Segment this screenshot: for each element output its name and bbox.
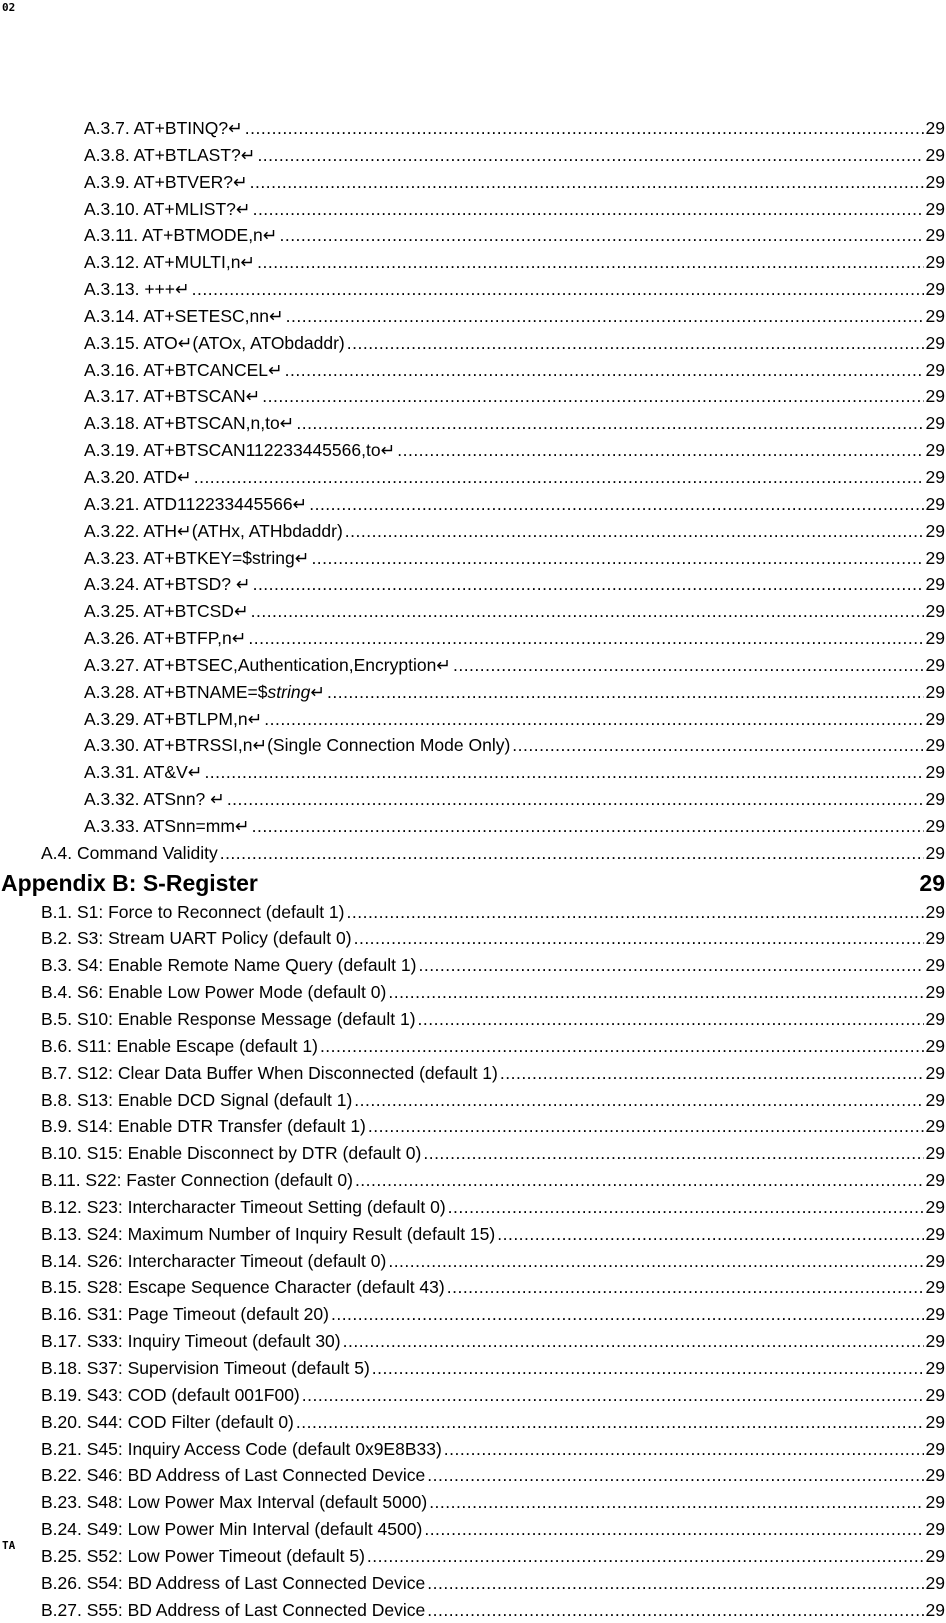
toc-entry[interactable] xyxy=(0,732,946,759)
toc-dot-leader xyxy=(418,1006,924,1033)
toc-entry[interactable] xyxy=(0,464,946,491)
toc-dot-leader xyxy=(512,732,923,759)
toc-entry-title: A.3.17. AT+BTSCAN↵ xyxy=(84,386,261,407)
toc-entry[interactable] xyxy=(0,330,946,357)
toc-dot-leader xyxy=(327,679,924,706)
toc-entry-title: B.21. S45: Inquiry Access Code (default 0x9E8B33) xyxy=(41,1438,442,1459)
toc-page-number: 29 xyxy=(925,466,945,487)
toc-page-number: 29 xyxy=(925,144,945,165)
toc-dot-leader xyxy=(227,786,924,813)
toc-entry-title: B.25. S52: Low Power Timeout (default 5) xyxy=(41,1545,365,1566)
toc-page-number: 29 xyxy=(925,1572,945,1593)
toc-entry[interactable] xyxy=(0,813,946,840)
toc-entry[interactable] xyxy=(0,706,946,733)
toc-page-number: 29 xyxy=(925,520,945,541)
toc-entry[interactable] xyxy=(0,679,946,706)
toc-dot-leader xyxy=(309,491,923,518)
toc-entry-title: A.3.19. AT+BTSCAN112233445566,to↵ xyxy=(84,440,396,461)
toc-page-number: 29 xyxy=(925,1492,945,1513)
toc-page-number: 29 xyxy=(925,198,945,219)
toc-entry-title: B.23. S48: Low Power Max Interval (default 5000) xyxy=(41,1492,428,1513)
toc-dot-leader xyxy=(354,925,924,952)
toc-entry-title: B.20. S44: COD Filter (default 0) xyxy=(41,1411,294,1432)
toc-page-number: 29 xyxy=(925,171,945,192)
toc-entry-title: B.16. S31: Page Timeout (default 20) xyxy=(41,1304,329,1325)
toc-entry[interactable] xyxy=(0,786,946,813)
toc-entry[interactable] xyxy=(0,196,946,223)
toc-entry-title: A.4. Command Validity xyxy=(41,842,218,863)
toc-entry[interactable] xyxy=(0,840,946,867)
table-of-contents xyxy=(0,115,946,1623)
toc-dot-leader xyxy=(453,652,924,679)
toc-page-number: 29 xyxy=(925,955,945,976)
toc-entry[interactable] xyxy=(0,1006,946,1033)
toc-page-number: 29 xyxy=(925,681,945,702)
toc-entry[interactable] xyxy=(0,1382,946,1409)
toc-dot-leader xyxy=(320,1033,924,1060)
toc-page-number: 29 xyxy=(925,332,945,353)
toc-entry[interactable] xyxy=(0,1355,946,1382)
toc-page-number: 29 xyxy=(925,601,945,622)
toc-dot-leader xyxy=(347,330,924,357)
toc-entry-title: A.3.15. ATO↵(ATOx, ATObdaddr) xyxy=(84,332,345,353)
toc-entry[interactable] xyxy=(0,1543,946,1570)
toc-page-number: 29 xyxy=(925,654,945,675)
toc-entry[interactable] xyxy=(0,1221,946,1248)
toc-page-number: 29 xyxy=(925,493,945,514)
toc-dot-leader xyxy=(331,1301,924,1328)
toc-entry-title: B.22. S46: BD Address of Last Connected Device xyxy=(41,1465,426,1486)
toc-entry-title: B.26. S54: BD Address of Last Connected Device xyxy=(41,1572,426,1593)
toc-dot-leader xyxy=(220,840,924,867)
toc-entry[interactable] xyxy=(0,491,946,518)
toc-page-number: 29 xyxy=(925,1331,945,1352)
toc-dot-leader xyxy=(262,383,923,410)
toc-entry[interactable] xyxy=(0,276,946,303)
toc-entry[interactable] xyxy=(0,1570,946,1597)
toc-entry[interactable] xyxy=(0,1409,946,1436)
toc-entry[interactable] xyxy=(0,1274,946,1301)
toc-entry-title: A.3.27. AT+BTSEC,Authentication,Encryption↵ xyxy=(84,654,451,675)
toc-entry[interactable] xyxy=(0,357,946,384)
toc-page-number: 29 xyxy=(925,574,945,595)
toc-page-number: 29 xyxy=(925,279,945,300)
toc-page-number: 29 xyxy=(925,386,945,407)
toc-entry-title: B.10. S15: Enable Disconnect by DTR (default 0) xyxy=(41,1143,422,1164)
toc-entry[interactable] xyxy=(0,759,946,786)
toc-dot-leader xyxy=(257,249,923,276)
toc-page-number: 29 xyxy=(925,735,945,756)
toc-entry-title: B.8. S13: Enable DCD Signal (default 1) xyxy=(41,1089,353,1110)
toc-dot-leader xyxy=(367,1543,924,1570)
toc-entry-title: A.3.30. AT+BTRSSI,n↵(Single Connection Mode Only) xyxy=(84,735,511,756)
toc-section-heading[interactable] xyxy=(0,867,946,899)
toc-dot-leader xyxy=(302,1382,924,1409)
toc-dot-leader xyxy=(427,1570,923,1597)
toc-entry[interactable] xyxy=(0,1140,946,1167)
toc-dot-leader xyxy=(343,1328,924,1355)
toc-entry-title: A.3.12. AT+MULTI,n↵ xyxy=(84,252,256,273)
toc-entry-title: B.6. S11: Enable Escape (default 1) xyxy=(41,1035,318,1056)
toc-dot-leader xyxy=(245,115,924,142)
toc-page-number: 29 xyxy=(925,305,945,326)
toc-entry[interactable] xyxy=(0,1328,946,1355)
toc-entry[interactable] xyxy=(0,571,946,598)
toc-entry-title: B.7. S12: Clear Data Buffer When Disconnected (default 1) xyxy=(41,1062,498,1083)
toc-dot-leader xyxy=(248,625,923,652)
toc-dot-leader xyxy=(427,1597,923,1623)
toc-entry-title: B.18. S37: Supervision Timeout (default 5) xyxy=(41,1357,370,1378)
toc-entry-title: A.3.8. AT+BTLAST?↵ xyxy=(84,144,256,165)
toc-entry-title: B.5. S10: Enable Response Message (default 1) xyxy=(41,1009,416,1029)
toc-dot-leader xyxy=(427,1462,923,1489)
toc-entry[interactable] xyxy=(0,979,946,1006)
toc-entry-title: B.3. S4: Enable Remote Name Query (default 1) xyxy=(41,955,417,976)
toc-entry[interactable] xyxy=(0,169,946,196)
toc-page-number: 29 xyxy=(925,901,945,922)
toc-dot-leader xyxy=(194,464,924,491)
toc-entry[interactable] xyxy=(0,383,946,410)
toc-entry[interactable] xyxy=(0,142,946,169)
toc-page-number: 29 xyxy=(925,1545,945,1566)
toc-entry-title: A.3.13. +++↵ xyxy=(84,279,190,300)
toc-dot-leader xyxy=(250,169,924,196)
toc-page-number: 29 xyxy=(925,118,945,138)
toc-page-number: 29 xyxy=(925,1277,945,1298)
toc-page-number: 29 xyxy=(919,869,945,896)
toc-entry[interactable] xyxy=(0,1436,946,1463)
toc-entry-title: B.15. S28: Escape Sequence Character (default 43) xyxy=(41,1277,445,1298)
toc-page-number: 29 xyxy=(925,762,945,783)
page-corner-label-top: 02 xyxy=(2,1,16,14)
toc-page-number: 29 xyxy=(925,440,945,461)
toc-page-number: 29 xyxy=(925,1304,945,1325)
toc-page-number: 29 xyxy=(925,1384,945,1405)
toc-page-number: 29 xyxy=(925,1599,945,1620)
toc-page-number: 29 xyxy=(925,1170,945,1191)
toc-page-number: 29 xyxy=(925,1116,945,1137)
toc-entry[interactable] xyxy=(0,1489,946,1516)
toc-page-number: 29 xyxy=(925,1250,945,1271)
toc-dot-leader xyxy=(448,1194,924,1221)
toc-dot-leader xyxy=(264,706,923,733)
toc-page-number: 29 xyxy=(925,1089,945,1110)
toc-dot-leader xyxy=(296,1409,924,1436)
toc-page-number: 29 xyxy=(925,1143,945,1164)
toc-dot-leader xyxy=(388,1248,923,1275)
toc-entry-title: B.14. S26: Intercharacter Timeout (default 0) xyxy=(41,1250,387,1271)
toc-page-number: 29 xyxy=(925,928,945,949)
toc-entry-title: A.3.11. AT+BTMODE,n↵ xyxy=(84,225,278,246)
toc-entry[interactable] xyxy=(0,303,946,330)
toc-entry[interactable] xyxy=(0,222,946,249)
toc-dot-leader xyxy=(253,196,924,223)
toc-page-number: 29 xyxy=(925,547,945,568)
toc-entry-title: B.1. S1: Force to Reconnect (default 1) xyxy=(41,901,345,922)
toc-entry[interactable] xyxy=(0,1462,946,1489)
toc-dot-leader xyxy=(424,1516,923,1543)
toc-page-number: 29 xyxy=(925,789,945,810)
toc-page-number: 29 xyxy=(925,1035,945,1056)
toc-entry-title: A.3.31. AT&V↵ xyxy=(84,762,203,783)
toc-page-number: 29 xyxy=(925,842,945,863)
toc-entry-title: A.3.28. AT+BTNAME=$string↵ xyxy=(84,681,325,702)
toc-entry[interactable] xyxy=(0,598,946,625)
toc-dot-leader xyxy=(204,759,923,786)
toc-dot-leader xyxy=(279,222,923,249)
toc-dot-leader xyxy=(497,1221,923,1248)
toc-page-number: 29 xyxy=(925,628,945,649)
toc-entry-title: A.3.33. ATSnn=mm↵ xyxy=(84,815,250,836)
toc-entry[interactable] xyxy=(0,545,946,572)
toc-page-number: 29 xyxy=(925,1009,945,1029)
toc-entry[interactable] xyxy=(0,1060,946,1087)
toc-entry-title: A.3.21. ATD112233445566↵ xyxy=(84,493,308,514)
toc-dot-leader xyxy=(429,1489,923,1516)
toc-page-number: 29 xyxy=(925,1438,945,1459)
toc-entry[interactable] xyxy=(0,625,946,652)
toc-dot-leader xyxy=(372,1355,924,1382)
toc-entry[interactable] xyxy=(0,1194,946,1221)
toc-entry[interactable] xyxy=(0,925,946,952)
toc-entry-title: B.11. S22: Faster Connection (default 0) xyxy=(41,1170,353,1191)
toc-page-number: 29 xyxy=(925,225,945,246)
toc-dot-leader xyxy=(252,813,924,840)
toc-entry-title: A.3.25. AT+BTCSD↵ xyxy=(84,601,249,622)
toc-entry[interactable] xyxy=(0,410,946,437)
toc-entry-title: A.3.20. ATD↵ xyxy=(84,466,192,487)
toc-dot-leader xyxy=(311,545,923,572)
toc-entry-title: A.3.22. ATH↵(ATHx, ATHbdaddr) xyxy=(84,520,343,541)
toc-dot-leader xyxy=(500,1060,924,1087)
toc-entry[interactable] xyxy=(0,249,946,276)
toc-entry[interactable] xyxy=(0,1516,946,1543)
toc-entry-title: A.3.7. AT+BTINQ?↵ xyxy=(84,118,243,138)
toc-entry[interactable] xyxy=(0,1167,946,1194)
toc-dot-leader xyxy=(286,303,924,330)
toc-dot-leader xyxy=(354,1087,923,1114)
toc-dot-leader xyxy=(355,1167,924,1194)
toc-entry-title: A.3.26. AT+BTFP,n↵ xyxy=(84,628,247,649)
toc-entry[interactable] xyxy=(0,1301,946,1328)
toc-entry[interactable] xyxy=(0,115,946,142)
toc-entry-title: A.3.32. ATSnn? ↵ xyxy=(84,789,225,810)
toc-entry-title: B.17. S33: Inquiry Timeout (default 30) xyxy=(41,1331,341,1352)
toc-entry[interactable] xyxy=(0,1597,946,1623)
toc-dot-leader xyxy=(253,571,924,598)
toc-page-number: 29 xyxy=(925,1223,945,1244)
toc-dot-leader xyxy=(423,1140,923,1167)
toc-dot-leader xyxy=(192,276,924,303)
toc-entry-title: B.2. S3: Stream UART Policy (default 0) xyxy=(41,928,352,949)
toc-entry[interactable] xyxy=(0,437,946,464)
toc-entry-title: B.19. S43: COD (default 001F00) xyxy=(41,1384,300,1405)
toc-entry[interactable] xyxy=(0,652,946,679)
toc-entry[interactable] xyxy=(0,1033,946,1060)
toc-page-number: 29 xyxy=(925,1519,945,1540)
toc-page-number: 29 xyxy=(925,1196,945,1217)
toc-entry-title: B.24. S49: Low Power Min Interval (default 4500) xyxy=(41,1519,423,1540)
toc-page-number: 29 xyxy=(925,252,945,273)
toc-page-number: 29 xyxy=(925,708,945,729)
toc-page-number: 29 xyxy=(925,1411,945,1432)
toc-dot-leader xyxy=(345,518,924,545)
toc-entry-title: B.13. S24: Maximum Number of Inquiry Result (default 15) xyxy=(41,1223,496,1244)
toc-entry[interactable] xyxy=(0,1087,946,1114)
toc-entry-title: A.3.29. AT+BTLPM,n↵ xyxy=(84,708,263,729)
toc-entry-title: A.3.16. AT+BTCANCEL↵ xyxy=(84,359,283,380)
toc-dot-leader xyxy=(397,437,923,464)
toc-dot-leader xyxy=(388,979,923,1006)
toc-page-number: 29 xyxy=(925,1465,945,1486)
toc-entry-title: A.3.14. AT+SETESC,nn↵ xyxy=(84,305,284,326)
toc-entry-title: B.27. S55: BD Address of Last Connected Device xyxy=(41,1599,426,1620)
toc-entry-title: A.3.24. AT+BTSD? ↵ xyxy=(84,574,251,595)
toc-entry[interactable] xyxy=(0,952,946,979)
toc-page-number: 29 xyxy=(925,1062,945,1083)
toc-entry-title: A.3.23. AT+BTKEY=$string↵ xyxy=(84,547,310,568)
toc-page-number: 29 xyxy=(925,1357,945,1378)
toc-dot-leader xyxy=(444,1436,924,1463)
page-corner-label-bottom: TA xyxy=(2,1539,16,1552)
toc-entry-title: B.12. S23: Intercharacter Timeout Setting (default 0) xyxy=(41,1196,446,1217)
toc-dot-leader xyxy=(368,1113,924,1140)
toc-dot-leader xyxy=(285,357,924,384)
toc-entry-title: B.4. S6: Enable Low Power Mode (default 0) xyxy=(41,982,387,1003)
toc-page-number: 29 xyxy=(925,359,945,380)
toc-entry[interactable] xyxy=(0,899,946,926)
toc-dot-leader xyxy=(447,1274,924,1301)
toc-dot-leader xyxy=(257,142,923,169)
toc-dot-leader xyxy=(347,899,924,926)
toc-page-number: 29 xyxy=(925,413,945,434)
toc-entry[interactable] xyxy=(0,1248,946,1275)
toc-entry-title: A.3.10. AT+MLIST?↵ xyxy=(84,198,251,219)
toc-entry-title: A.3.18. AT+BTSCAN,n,to↵ xyxy=(84,413,295,434)
toc-page-number: 29 xyxy=(925,815,945,836)
toc-heading-title: Appendix B: S-Register xyxy=(1,869,258,896)
toc-entry[interactable] xyxy=(0,518,946,545)
toc-dot-leader xyxy=(296,410,923,437)
toc-entry-title: A.3.9. AT+BTVER?↵ xyxy=(84,171,248,192)
toc-entry-title: B.9. S14: Enable DTR Transfer (default 1) xyxy=(41,1116,366,1137)
toc-dot-leader xyxy=(251,598,924,625)
toc-entry[interactable] xyxy=(0,1113,946,1140)
toc-page-number: 29 xyxy=(925,982,945,1003)
toc-dot-leader xyxy=(418,952,923,979)
